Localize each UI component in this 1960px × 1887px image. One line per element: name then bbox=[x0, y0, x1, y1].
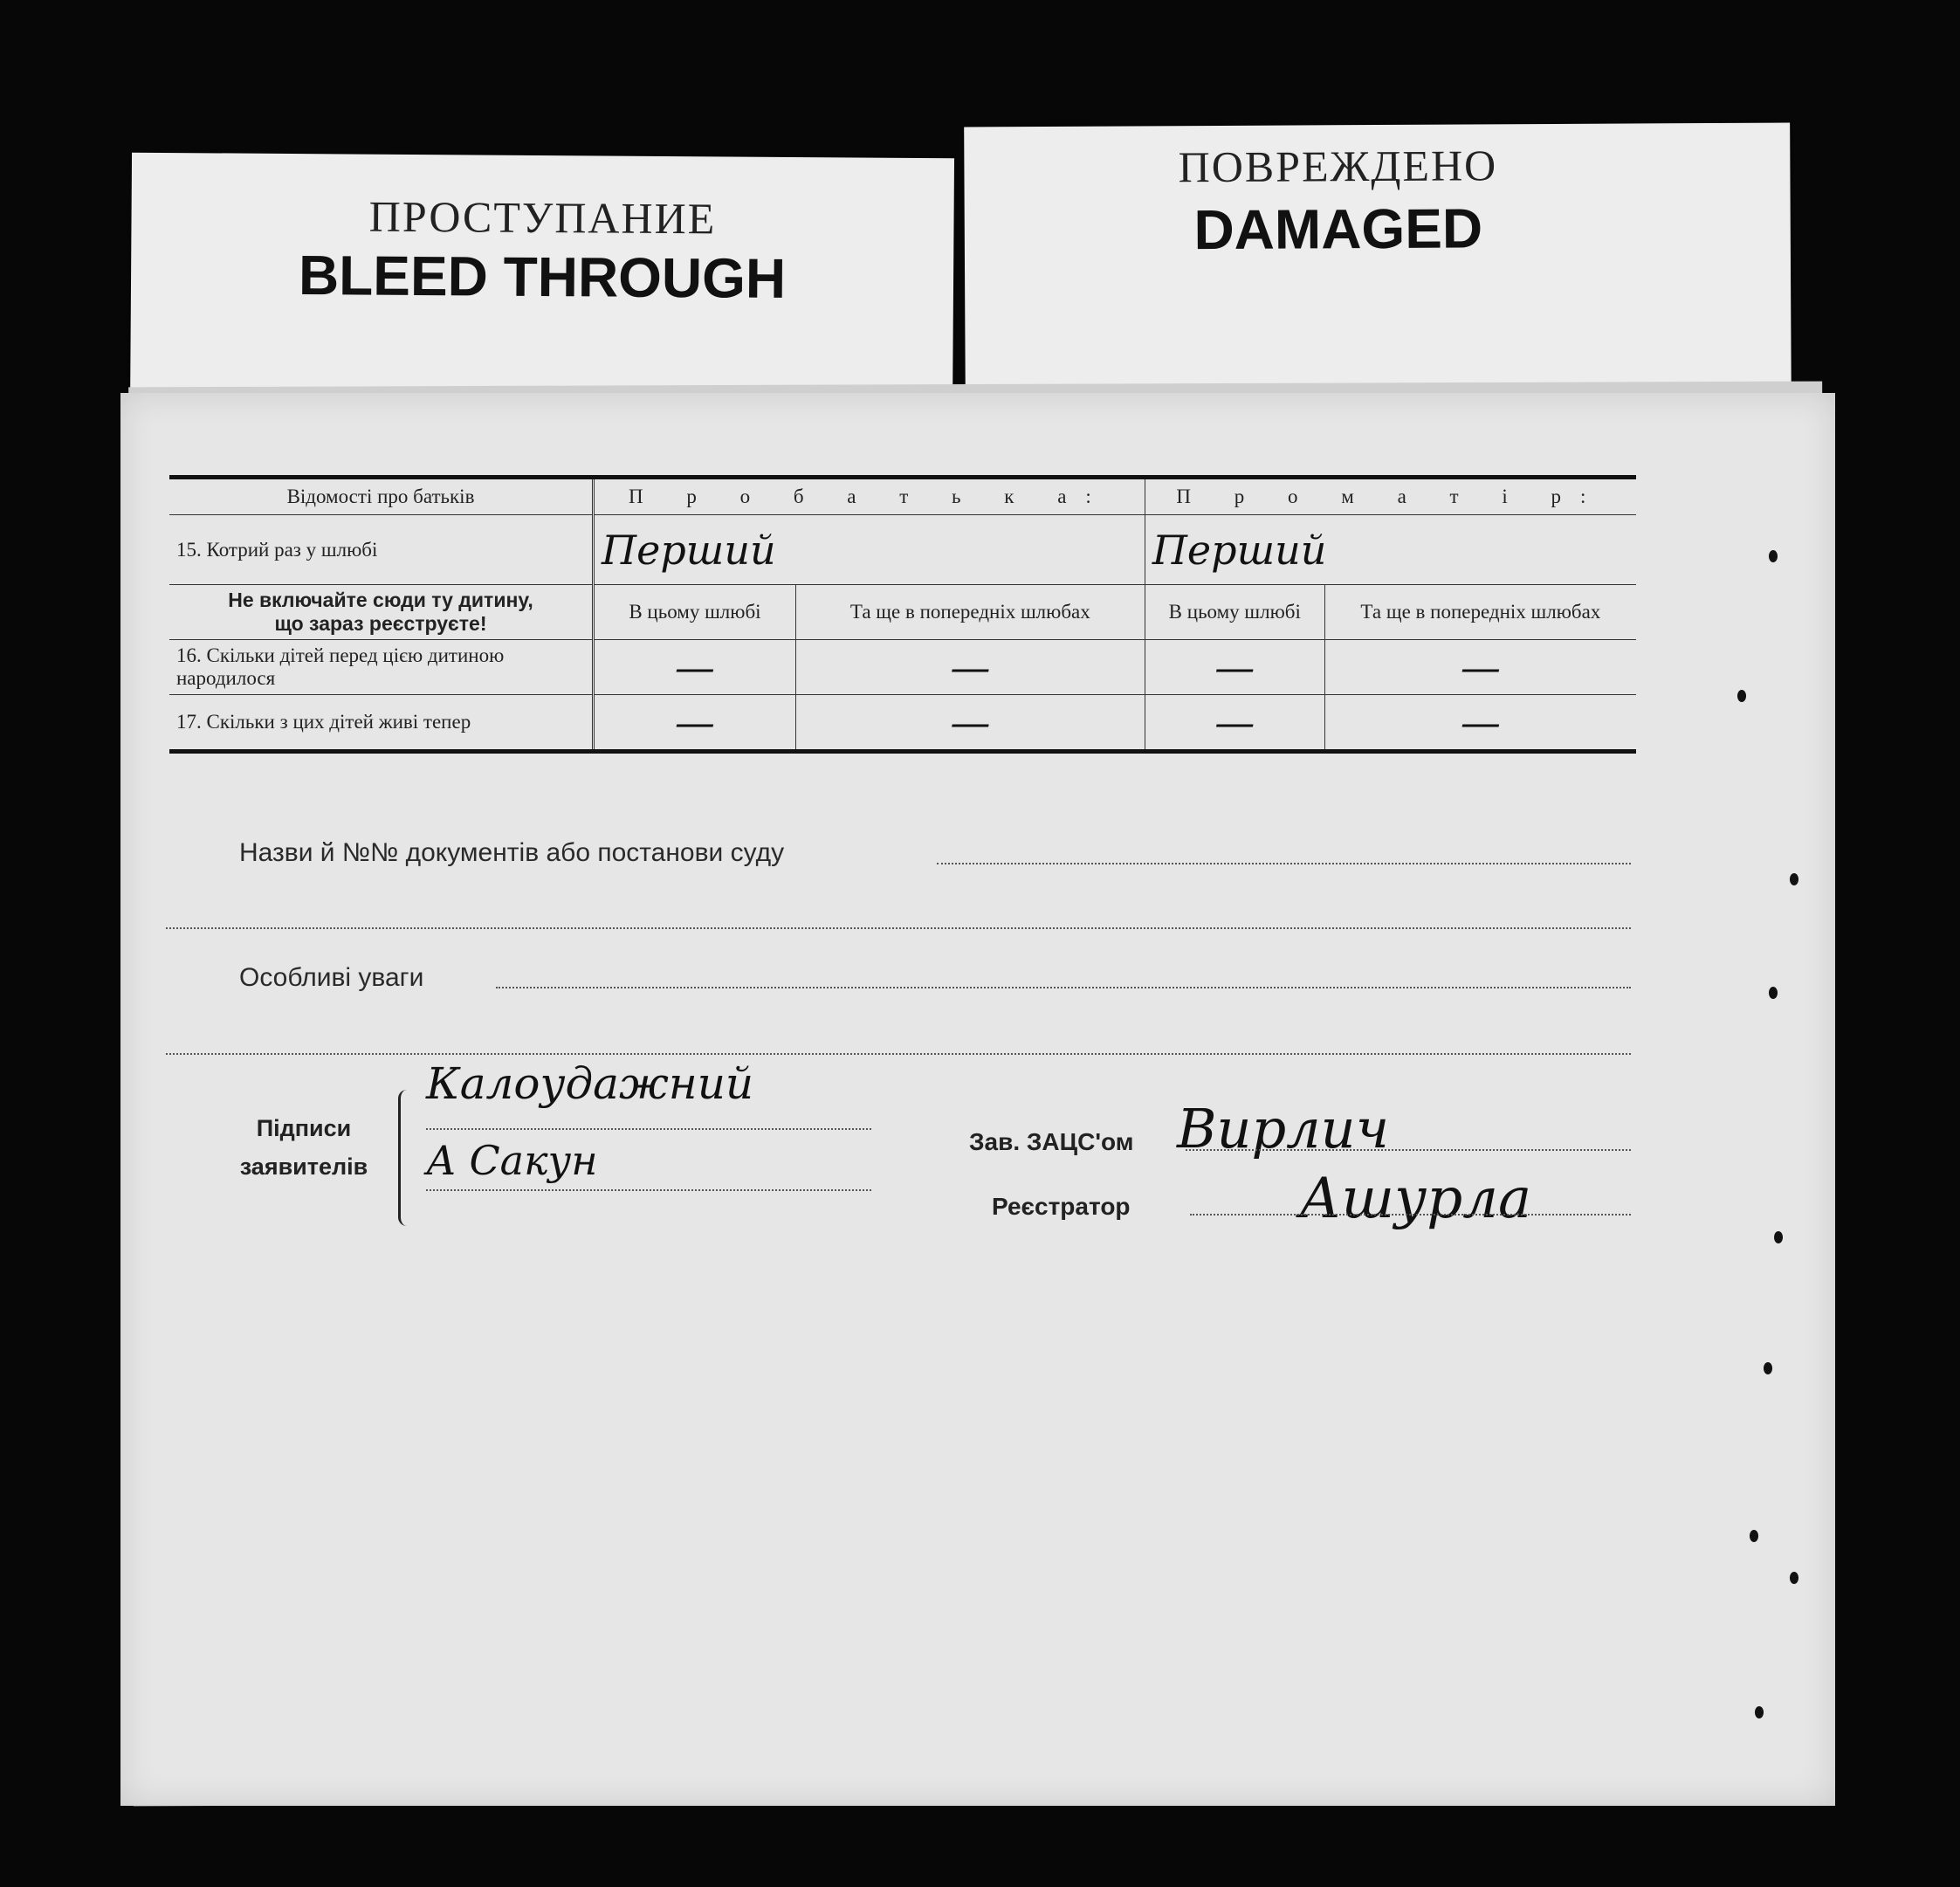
applicants-label-line-1: Підписи bbox=[256, 1115, 352, 1141]
binding-hole bbox=[1769, 987, 1778, 999]
documents-line bbox=[937, 863, 1631, 864]
binding-hole bbox=[1764, 1362, 1772, 1374]
bleed-through-card bbox=[130, 153, 954, 421]
row16-value-2: — bbox=[795, 640, 1145, 695]
head-line bbox=[1186, 1149, 1631, 1151]
remarks-line bbox=[496, 987, 1631, 988]
row17-value-1: — bbox=[594, 695, 796, 752]
note-line-2: що зараз реєструєте! bbox=[274, 612, 487, 635]
binding-hole bbox=[1774, 1231, 1783, 1243]
parents-info-table bbox=[169, 475, 1636, 754]
row17-value-2: — bbox=[795, 695, 1145, 752]
mother-this-marriage-header: В цьому шлюбі bbox=[1145, 585, 1324, 640]
row16-value-4: — bbox=[1324, 640, 1636, 695]
row15-label: 15. Котрий раз у шлюбі bbox=[169, 515, 594, 585]
applicants-label-line-2: заявителів bbox=[239, 1154, 368, 1180]
table-row-15 bbox=[169, 515, 1636, 585]
header-parents-info: Відомості про батьків bbox=[169, 478, 594, 515]
mother-previous-header: Та ще в попередніх шлюбах bbox=[1324, 585, 1636, 640]
bleed-through-label-en: BLEED THROUGH bbox=[298, 244, 787, 310]
applicant-1-line bbox=[426, 1128, 871, 1130]
registrar-line bbox=[1190, 1214, 1631, 1216]
note-line-1: Не включайте сюди ту дитину, bbox=[228, 589, 533, 611]
registrar-signature: Ашурла bbox=[1299, 1167, 1532, 1231]
bleed-through-label-ru: ПРОСТУПАНИЕ bbox=[368, 191, 717, 244]
row15-mother-cell bbox=[1145, 515, 1636, 585]
row16-value-1: — bbox=[594, 640, 796, 695]
father-previous-header: Та ще в попередніх шлюбах bbox=[795, 585, 1145, 640]
remarks-line-2 bbox=[166, 1053, 1631, 1055]
binding-hole bbox=[1769, 550, 1778, 562]
binding-hole bbox=[1755, 1706, 1764, 1718]
binding-hole bbox=[1790, 1572, 1798, 1584]
row16-value-3: — bbox=[1145, 640, 1324, 695]
applicants-label bbox=[225, 1109, 382, 1186]
header-about-mother: П р о м а т і р: bbox=[1145, 478, 1636, 515]
document-sheet bbox=[120, 393, 1835, 1806]
damaged-card bbox=[964, 123, 1792, 405]
applicant-2-line bbox=[426, 1189, 871, 1191]
row15-father-cell bbox=[594, 515, 1145, 585]
head-label: Зав. ЗАЦС'ом bbox=[969, 1128, 1134, 1155]
binding-hole bbox=[1790, 873, 1798, 885]
documents-label: Назви й №№ документів або постанови суду bbox=[239, 838, 785, 867]
binding-hole bbox=[1750, 1530, 1758, 1542]
table-note-row bbox=[169, 585, 1636, 640]
header-about-father: П р о б а т ь к а: bbox=[594, 478, 1145, 515]
damaged-label-en: DAMAGED bbox=[1193, 196, 1483, 262]
registrar-label: Реєстратор bbox=[992, 1193, 1131, 1220]
note-cell bbox=[169, 585, 594, 640]
applicant-1-signature: Калоудажний bbox=[426, 1058, 754, 1109]
documents-line-2 bbox=[166, 927, 1631, 929]
applicant-2-signature: А Сакун bbox=[426, 1137, 598, 1184]
binding-hole bbox=[1737, 690, 1746, 702]
row17-value-3: — bbox=[1145, 695, 1324, 752]
row17-label: 17. Скільки з цих дітей живі тепер bbox=[169, 695, 594, 752]
row15-father-value: Перший bbox=[602, 526, 776, 574]
father-this-marriage-header: В цьому шлюбі bbox=[594, 585, 796, 640]
damaged-label-ru: ПОВРЕЖДЕНО bbox=[1178, 141, 1498, 192]
head-signature: Вирлич bbox=[1177, 1097, 1390, 1160]
table-row-17 bbox=[169, 695, 1636, 752]
applicants-brace bbox=[398, 1090, 416, 1226]
table-header-row bbox=[169, 478, 1636, 515]
row16-label: 16. Скільки дітей перед цією дитиною народилося bbox=[169, 640, 594, 695]
row15-mother-value: Перший bbox=[1152, 526, 1327, 574]
table-row-16 bbox=[169, 640, 1636, 695]
row17-value-4: — bbox=[1324, 695, 1636, 752]
remarks-label: Особливі уваги bbox=[239, 963, 424, 992]
